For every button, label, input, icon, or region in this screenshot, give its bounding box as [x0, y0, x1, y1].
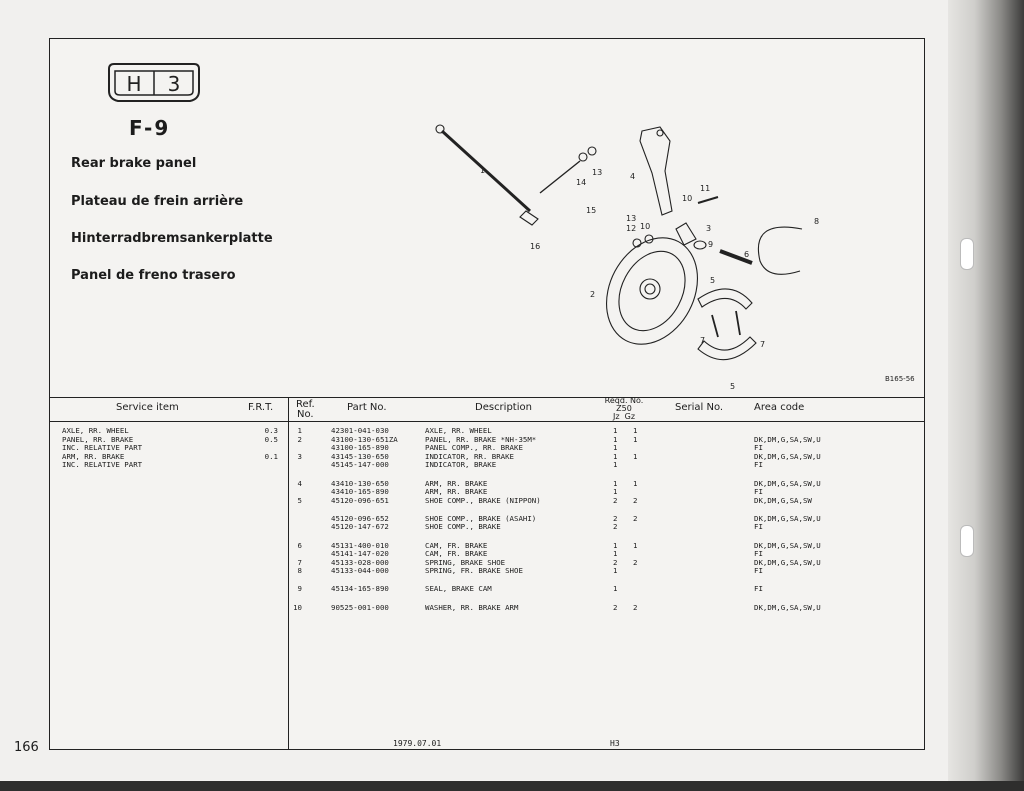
qty-jz: 1 [613, 460, 618, 470]
header-service-item: Service item [116, 402, 179, 413]
qty-jz: 2 [613, 495, 618, 505]
qty-jz: 1 [613, 443, 618, 453]
area-code: DK,DM,G,SA,SW,U [754, 540, 821, 550]
service-item: PANEL, RR. BRAKE [62, 434, 134, 444]
frt-value: 0.5 [264, 434, 278, 444]
part-number: 45133-044-000 [331, 566, 389, 576]
ref-number: 3 [297, 451, 302, 461]
svg-text:14: 14 [576, 178, 587, 187]
area-code: DK,DM,G,SA,SW,U [754, 451, 821, 461]
title-french: Plateau de frein arrière [71, 194, 244, 209]
page-number: 166 [14, 740, 39, 755]
figure-id: F-9 [129, 116, 171, 140]
part-description: ARM, RR. BRAKE [425, 487, 488, 497]
qty-gz: 1 [633, 540, 638, 550]
frt-value: 0.1 [264, 451, 278, 461]
title-spanish: Panel de freno trasero [71, 268, 236, 283]
part-description: PANEL, RR. BRAKE *NH-35M* [425, 434, 537, 444]
svg-text:11: 11 [700, 184, 711, 193]
area-code: DK,DM,G,SA,SW,U [754, 434, 821, 444]
parts-row [50, 523, 910, 532]
header-serial-no: Serial No. [675, 402, 724, 413]
parts-row [50, 604, 910, 613]
ref-number: 1 [297, 426, 302, 435]
svg-text:16: 16 [530, 242, 541, 251]
svg-text:5: 5 [710, 276, 716, 285]
area-code: DK,DM,G,SA,SW,U [754, 478, 821, 488]
qty-jz: 1 [613, 434, 618, 444]
area-code: FI [754, 522, 763, 532]
service-item: ARM, RR. BRAKE [62, 451, 125, 461]
title-german: Hinterradbremsankerplatte [71, 231, 273, 246]
ref-number: 10 [293, 602, 302, 612]
qty-jz: 1 [613, 540, 618, 550]
header-model: Z50 [616, 404, 632, 413]
badge-letter: H [126, 72, 142, 96]
part-number: 43100-130-651ZA [331, 434, 398, 444]
area-code: FI [754, 460, 763, 470]
part-number: 43410-130-650 [331, 478, 389, 488]
header-sub-columns: Jz Gz [612, 412, 636, 421]
svg-text:3: 3 [706, 224, 712, 233]
parts-row [50, 567, 910, 576]
area-code: FI [754, 584, 763, 594]
badge-number: 3 [167, 72, 181, 96]
frt-value: 0.3 [264, 426, 278, 435]
svg-text:12: 12 [626, 224, 637, 233]
part-description: SEAL, BRAKE CAM [425, 584, 492, 594]
part-number: 45134-165-890 [331, 584, 389, 594]
table-top-rule [50, 397, 924, 398]
parts-row [50, 585, 910, 594]
part-description: PANEL COMP., RR. BRAKE [425, 443, 523, 453]
qty-jz: 2 [613, 513, 618, 523]
qty-jz: 1 [613, 549, 618, 559]
part-number: 45141-147-020 [331, 549, 389, 559]
ref-number: 2 [297, 434, 302, 444]
ref-number: 9 [297, 584, 302, 594]
qty-gz: 2 [633, 557, 638, 567]
area-code: FI [754, 487, 763, 497]
qty-jz: 1 [613, 478, 618, 488]
ref-number: 8 [297, 566, 302, 576]
part-number: 43145-130-650 [331, 451, 389, 461]
qty-jz: 1 [613, 426, 618, 435]
area-code: FI [754, 549, 763, 559]
part-description: SHOE COMP., BRAKE (NIPPON) [425, 495, 541, 505]
svg-text:2: 2 [590, 290, 596, 299]
part-number: 45145-147-000 [331, 460, 389, 470]
svg-text:8: 8 [814, 217, 820, 226]
part-number: 90525-001-000 [331, 602, 389, 612]
part-number: 45120-096-652 [331, 513, 389, 523]
service-item: AXLE, RR. WHEEL [62, 426, 129, 435]
svg-text:10: 10 [640, 222, 651, 231]
parts-row [50, 461, 910, 470]
svg-text:4: 4 [630, 172, 636, 181]
part-description: SHOE COMP., BRAKE (ASAHI) [425, 513, 537, 523]
svg-text:9: 9 [708, 240, 714, 249]
part-number: 45133-028-000 [331, 557, 389, 567]
qty-jz: 2 [613, 602, 618, 612]
qty-jz: 1 [613, 584, 618, 594]
qty-gz: 2 [633, 513, 638, 523]
qty-jz: 2 [613, 557, 618, 567]
svg-text:7: 7 [700, 336, 706, 345]
part-number: 42301-041-030 [331, 426, 389, 435]
ref-number: 4 [297, 478, 302, 488]
qty-gz: 1 [633, 451, 638, 461]
parts-catalog-frame [49, 38, 925, 750]
part-description: CAM, FR. BRAKE [425, 549, 488, 559]
svg-text:7: 7 [760, 340, 766, 349]
header-reqd-no: Reqd. No. [604, 396, 644, 405]
table-header-rule [50, 421, 924, 422]
part-number: 45120-147-672 [331, 522, 389, 532]
section-badge [106, 61, 202, 107]
binder-ring-bottom [960, 525, 974, 557]
qty-gz: 1 [633, 434, 638, 444]
parts-row [50, 497, 910, 506]
part-description: INDICATOR, BRAKE [425, 460, 497, 470]
qty-jz: 1 [613, 566, 618, 576]
ref-number: 5 [297, 495, 302, 505]
part-description: SPRING, BRAKE SHOE [425, 557, 506, 567]
part-description: WASHER, RR. BRAKE ARM [425, 602, 519, 612]
area-code: FI [754, 443, 763, 453]
svg-text:13: 13 [592, 168, 603, 177]
qty-gz: 2 [633, 495, 638, 505]
qty-jz: 1 [613, 487, 618, 497]
qty-jz: 1 [613, 451, 618, 461]
part-number: 43100-165-890 [331, 443, 389, 453]
part-description: ARM, RR. BRAKE [425, 478, 488, 488]
service-item: INC. RELATIVE PART [62, 443, 143, 453]
header-area-code: Area code [754, 402, 805, 413]
svg-text:15: 15 [586, 206, 597, 215]
qty-gz: 1 [633, 478, 638, 488]
area-code: DK,DM,G,SA,SW,U [754, 557, 821, 567]
ref-number: 7 [297, 557, 302, 567]
part-number: 43410-165-890 [331, 487, 389, 497]
part-description: SPRING, FR. BRAKE SHOE [425, 566, 523, 576]
part-description: SHOE COMP., BRAKE [425, 522, 501, 532]
area-code: DK,DM,G,SA,SW,U [754, 602, 821, 612]
ref-number: 6 [297, 540, 302, 550]
area-code: FI [754, 566, 763, 576]
svg-text:1: 1 [480, 166, 486, 175]
part-description: INDICATOR, RR. BRAKE [425, 451, 514, 461]
part-description: AXLE, RR. WHEEL [425, 426, 492, 435]
exploded-parts-diagram [380, 111, 820, 391]
page-bottom-edge [0, 781, 1024, 791]
header-frt: F.R.T. [248, 402, 274, 413]
footer-date: 1979.07.01 [393, 739, 442, 748]
part-number: 45131-400-010 [331, 540, 389, 550]
header-ref-no: Ref. No. [296, 399, 315, 420]
part-number: 45120-096-651 [331, 495, 389, 505]
header-part-no: Part No. [347, 402, 387, 413]
qty-jz: 2 [613, 522, 618, 532]
svg-text:13: 13 [626, 214, 637, 223]
qty-gz: 1 [633, 426, 638, 435]
svg-text:5: 5 [730, 382, 736, 391]
area-code: DK,DM,G,SA,SW [754, 495, 812, 505]
binder-ring-top [960, 238, 974, 270]
area-code: DK,DM,G,SA,SW,U [754, 513, 821, 523]
service-item: INC. RELATIVE PART [62, 460, 143, 470]
page-binding-shadow [948, 0, 1024, 791]
diagram-code: B165-56 [885, 375, 915, 383]
part-description: CAM, FR. BRAKE [425, 540, 488, 550]
header-description: Description [475, 402, 532, 413]
footer-section-code: H3 [610, 739, 620, 748]
svg-text:10: 10 [682, 194, 693, 203]
qty-gz: 2 [633, 602, 638, 612]
title-english: Rear brake panel [71, 156, 197, 171]
svg-text:6: 6 [744, 250, 750, 259]
